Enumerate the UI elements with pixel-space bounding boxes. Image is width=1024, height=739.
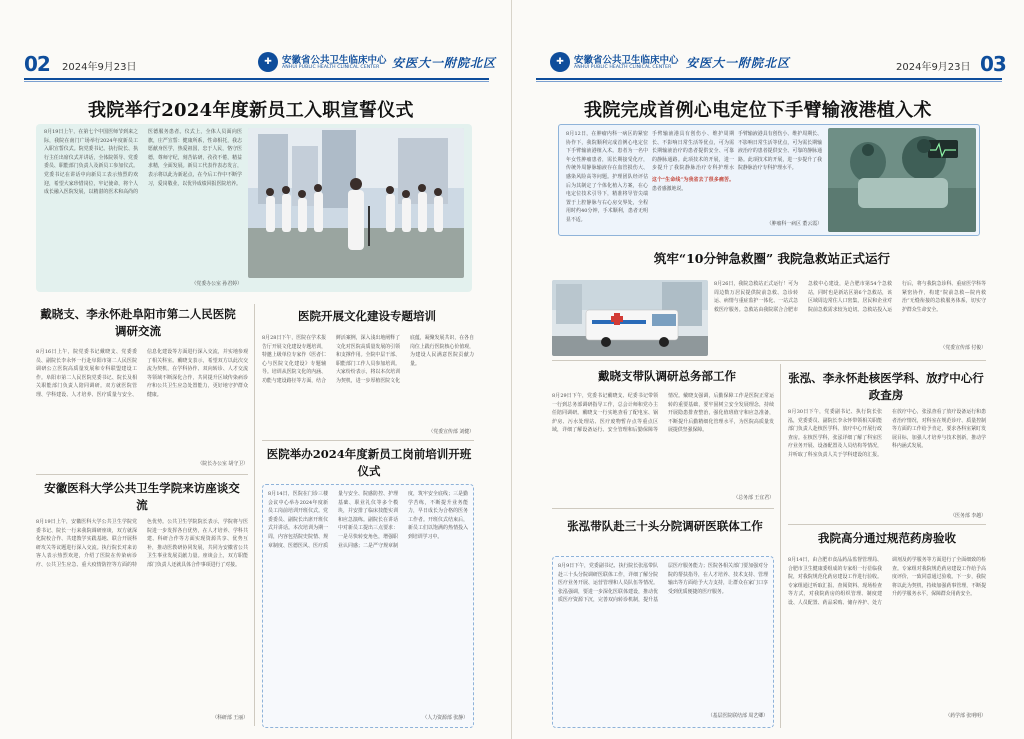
picc-credit: （肿瘤科一病区 董云霞）: [766, 221, 822, 227]
masthead-rule-thin: [536, 81, 1002, 82]
masthead-rule-thin: [24, 81, 489, 82]
headline-zhang-ward: 张泓、李永怀赴核医学科、放疗中心行政查房: [788, 371, 984, 402]
motto: 安医大一附院北区: [686, 56, 791, 70]
dai-fuyang-credit: （院长办公室 胡守卫）: [197, 461, 248, 467]
ahmu-credit: （科研部 王丽）: [212, 715, 248, 721]
headline-preservice: 医院举办2024年度新员工岗前培训开班仪式: [266, 447, 472, 478]
row-separator: [262, 440, 474, 441]
headline-dai-fuyang: 戴晓支、李永怀赴阜阳市第二人民医院调研交流: [40, 307, 236, 338]
preservice-credit: （人力资源部 张静）: [422, 715, 468, 721]
oath-photo: [248, 128, 464, 278]
headline-zhang-consortium: 张泓带队赴三十头分院调研医联体工作: [567, 519, 763, 533]
headline-pharmacy: 我院高分通过规范药房验收: [818, 531, 956, 545]
oath-credit: （党委办公室 孙君婷）: [191, 281, 242, 287]
picc-quote: 这个“生命线”为我省去了很多痛苦。: [652, 177, 734, 183]
org-name-en: ANHUI PUBLIC HEALTH CLINICAL CENTER: [574, 65, 672, 70]
pharmacy-body: 8月14日，由合肥市食品药品监督管理局、合肥市卫生健康委组成的专家组一行莅临我院，对我院规范化药房建设工作进行验收。专家组通过听取汇报、查阅资料、现场检查等方式，对我院药房的组织管理、制度建设、人员配置、药品采购、储存养护、处方调剂及药学服务等方面进行了全面细致的检查。专家组对我院规范药房建设工作给予高度评价，一致同意通过验收。下一步，我院将以此为契机，持续加强药事管理，不断提升药学服务水平，保障群众用药安全。: [788, 557, 986, 606]
zhang-consortium-body: 8月9日下午，党委副书记、执行院长张泓带队赴三十头分院调研医联体工作，详细了解分院医疗业务开展、运营管理和人员队伍等情况。张泓强调，要进一步深化医联体建设，推动优质医疗资源下沉，完善双向转诊机制，提升基层医疗服务能力；医院各相关部门要加强对分院的帮扶指导，在人才培养、技术支持、管理输出等方面给予大力支持，让群众在家门口享受到优质便捷的医疗服务。: [558, 563, 768, 604]
masthead-rule: [536, 78, 1002, 80]
dai-fuyang-body: 8月16日上午，院党委书记戴晓支、党委委员、副院长李永怀一行赴阜阳市第二人民医院调研公立医院高质量发展和专科联盟建设工作。阜阳市第二人民医院党委书记、院长及相关职能部门负责人陪同调研。双方就医院管理、学科建设、人才培养、医疗质量与安全、信息化建设等方面进行深入交流，并实地参观了相关科室。戴晓支表示，希望双方以此次交流为契机，在学科协作、双向转诊、人才交流等领域不断深化合作，共同提升区域传染病诊疗和公共卫生应急处置能力，更好地守护群众健康。: [36, 349, 248, 398]
org-name: 安徽省公共卫生临床中心: [282, 55, 387, 66]
headline-emergency: 筑牢“10分钟急救圈” 我院急救站正式运行: [653, 251, 891, 266]
oath-body: 8月19日上午，在第七个中国医师节到来之际，我院在南门广场举行2024年度新员工入职宣誓仪式。院党委书记、执行院长、执行主任出席仪式并讲话，全体院领导、党委委员、职能部门负责人及新员工参加仪式。党委书记在讲话中向新员工表示热烈的欢迎，希望大家珍惜岗位，牢记使命，将个人成长融入医院发展，以精湛的医术和高尚的医德服务患者。仪式上，全体人员面向医旗，庄严宣誓：健康所系，性命相托，我志愿献身医学，热爱祖国，忠于人民，恪守医德，尊师守纪，刻苦钻研，孜孜不倦，精益求精，全面发展。新员工代表作表态发言，表示将以此为新起点，在今后工作中不断学习，爱岗敬业，以优异成绩回报医院培养。: [44, 129, 242, 196]
column-separator: [254, 304, 255, 726]
column-separator: [780, 364, 781, 728]
emergency-body: 8月26日，我院急救站正式运行！可为周边数万居民提供院前急救、急诊转运、病情与重症监护一体化、一站式急救医疗服务。急救站由我院联合合肥市急救中心建设，是合肥市第54个急救站，同时也是新站区第6个急救站，该区域周边常住人口密集，居民和企业对院前急救需求较为迫切。急救站投入运行后，将与我院急诊科、重症医学科等紧密协作，构建“院前急救—院内救治”无缝衔接的急救服务体系，切实守护群众生命安全。: [714, 281, 986, 313]
picc-quote-block: [652, 176, 734, 230]
motto: 安医大一附院北区: [392, 56, 497, 70]
dai-logistics-credit: （总务部 王宜君）: [733, 495, 774, 501]
culture-credit: （党委宣传部 刘健）: [428, 429, 474, 435]
picc-body-b: 手臂输液港具有创伤小、维护周期长、不影响日常生活等优点，可为需长期输液治疗的患者提供安全、可靠的静脉通路。此项技术的开展，进一步提升了我院静脉治疗专科护理水平。: [738, 131, 822, 172]
zhang-consortium-credit: （基层医院联结部 周艺卿）: [707, 713, 768, 719]
row-separator: [552, 508, 774, 509]
zhang-ward-body: 8月30日下午，党委副书记、执行院长张泓，党委委员、副院长李永怀带领相关职能部门负责人赴核医学科、放疗中心开展行政查房。在核医学科，张泓详细了解了科室医疗业务开展、设备配置及人员结构等情况，并听取了科室负责人关于学科建设的汇报。在放疗中心，张泓查看了放疗设备运行和患者治疗情况，对科室在规范诊疗、质量控制等方面的工作给予肯定，要求各科室紧盯发展目标，加强人才培养与技术创新，推动学科内涵式发展。: [788, 409, 986, 458]
headline-ahmu: 安徽医科大学公共卫生学院来访座谈交流: [44, 481, 240, 512]
picc-body-a-cont: 手臂输液港具有创伤小、维护周期长、不影响日常生活等优点，可为需长期输液治疗的患者提供安全、可靠的静脉通路。此项技术的开展，进一步提升了我院静脉治疗专科护理水: [652, 131, 734, 172]
page-date: 2024年9月23日: [896, 62, 971, 73]
right-page: [512, 0, 1024, 739]
dai-logistics-body: 8月29日下午，党委书记戴晓支、纪委书记带领一行到总务部调研指导工作，总会计师和党办主任陪同调研。戴晓支一行实地查看了配电室、锅炉房、污水处理站、医疗废物暂存点等重点区域，详细了解设备运行、安全管理和后勤保障等情况。戴晓支强调，后勤保障工作是医院正常运转的重要基础，要牢固树立安全发展理念，持续开展隐患排查整治，强化值班值守和应急准备，不断提升后勤精细化管理水平，为医院高质量发展提供坚强保障。: [552, 393, 774, 434]
preservice-body: 8月14日，医院在门诊三楼会议中心举办2024年度新员工岗前培训开班仪式。党委委员、副院长出席开班仪式并讲话。本次培训为期一周，内容包括院史院情、规章制度、医德医风、医疗质量与安全、院感防控、护理基础、职业礼仪等多个模块，并安排了临床技能实训和应急演练。副院长在讲话中对新员工提出三点要求：一是尽快转变角色，增强职业认同感；二是严守规章制度，筑牢安全底线；三是勤学苦练，不断提升业务能力，早日成长为合格的医务工作者。开班仪式结束后，新员工们以饱满的热情投入到培训学习中。: [268, 491, 468, 549]
hospital-logo-icon: ✚: [550, 52, 570, 72]
right-masthead: [536, 50, 1006, 76]
ahmu-body: 8月19日上午，安徽医科大学公共卫生学院党委书记、院长一行来我院调研座谈，双方就深化院校合作、共建教学实践基地、联合开展科研攻关等议题进行深入交流。执行院长对来访客人表示热烈欢迎，介绍了医院在传染病诊疗、公共卫生应急、重大疫情防控等方面的特色优势。公共卫生学院院长表示，学院将与医院进一步发挥各自优势，在人才培养、学科共建、科研合作等方面实现资源共享、优势互补，推动医教研协同发展，共同为安徽省公共卫生事业发展贡献力量。座谈会上，双方职能部门负责人还就具体合作事项进行了对接。: [36, 519, 248, 568]
ambulance-photo: [552, 280, 708, 356]
headline-oath: 我院举行2024年度新员工入职宣誓仪式: [88, 100, 414, 121]
page-number: 03: [980, 52, 1006, 76]
masthead-rule: [24, 78, 489, 80]
org-name: 安徽省公共卫生临床中心: [574, 55, 679, 66]
left-masthead: [24, 50, 497, 76]
page-number: 02: [24, 52, 50, 76]
headline-culture: 医院开展文化建设专题培训: [298, 309, 436, 323]
culture-body: 8月28日下午，医院在学术报告厅开展文化建设专题培训，特邀上级单位专家作《医者仁心与医院文化建设》专题辅导。培训从医院文化的内涵、功能与建设路径等方面，结合鲜活案例，深入浅出地阐释了文化对医院高质量发展的引领和支撑作用。全院中层干部、职能部门工作人员参加培训。大家纷纷表示，将以本次培训为契机，进一步厚植医院文化底蕴，凝聚发展共识，在各自岗位上践行医院核心价值观，为建设人民满意医院贡献力量。: [262, 335, 474, 384]
emergency-credit: （党委宣传部 付俊）: [940, 345, 986, 351]
row-separator: [552, 360, 986, 361]
headline-picc: 我院完成首例心电定位下手臂输液港植入术: [584, 100, 932, 121]
picc-photo: [828, 128, 976, 232]
org-name-en: ANHUI PUBLIC HEALTH CLINICAL CENTER: [282, 65, 380, 70]
headline-dai-logistics: 戴晓支带队调研总务部工作: [598, 369, 736, 383]
picc-body-a: 8月12日，在肿瘤内科一病区的紧密协作下，我院顺利完成首例心电定位下手臂输液港植入术。患者为一名中年女性肿瘤患者，需长期接受化疗，传统外周静脉输液存在血管损伤大、感染风险高等问题。护理团队经评估后为其制定了个体化植入方案，在心电定位技术引导下，精准将导管尖端置于上腔静脉与右心房交界处，全程用时约40分钟，手术顺利，患者无明显不适。: [566, 131, 648, 223]
page-date: 2024年9月23日: [62, 62, 137, 73]
hospital-logo-icon: ✚: [258, 52, 278, 72]
row-separator: [788, 524, 986, 525]
picc-quote-tail: 患者感激地说。: [652, 185, 687, 192]
row-separator: [36, 474, 248, 475]
pharmacy-credit: （药学部 张明明）: [945, 713, 986, 719]
zhang-ward-credit: （医务部 李越）: [950, 513, 986, 519]
